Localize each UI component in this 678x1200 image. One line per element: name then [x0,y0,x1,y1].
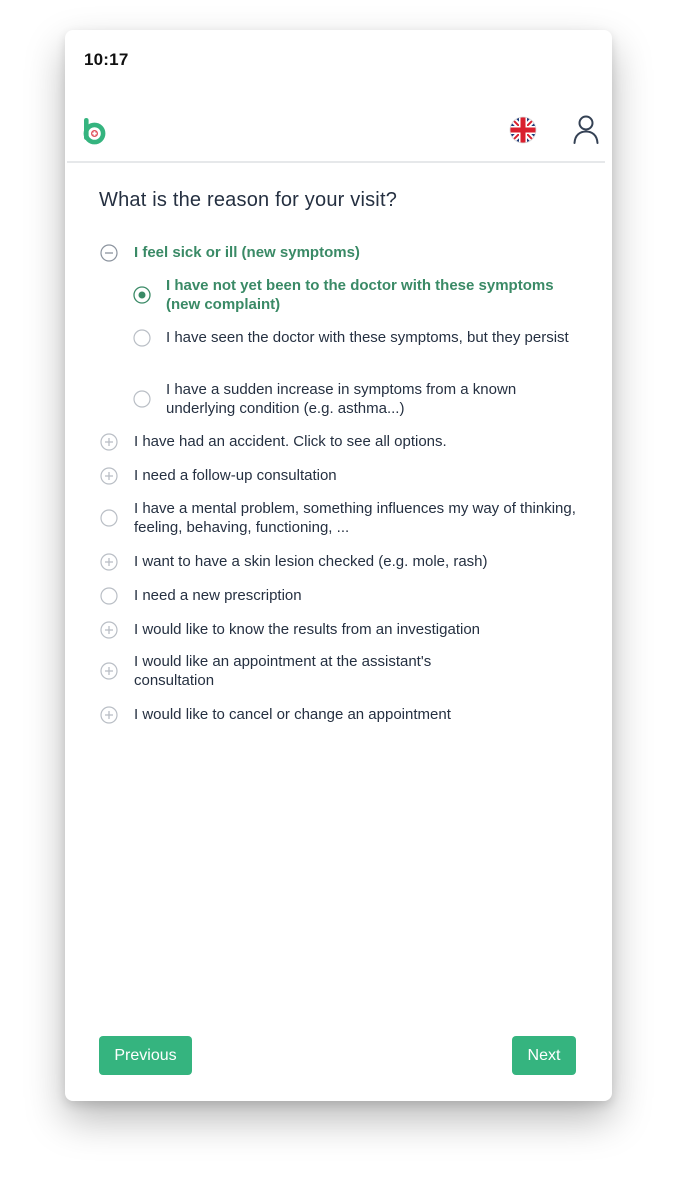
next-button[interactable]: Next [512,1036,576,1075]
suboption-persist[interactable] [133,328,583,347]
suboption-label: I have not yet been to the doctor with these symptoms (new complaint) [166,277,554,313]
option-label: I would like to cancel or change an appointment [134,706,451,723]
option-label: I have had an accident. Click to see all options. [134,433,447,450]
suboption-label: I have seen the doctor with these symptoms, but they persist [166,329,569,346]
suboption-sudden-increase[interactable] [133,380,583,418]
option-label: I want to have a skin lesion checked (e.g. mole, rash) [134,553,488,570]
previous-button[interactable]: Previous [99,1036,192,1075]
option-assistant[interactable] [100,652,580,690]
option-mental[interactable] [100,499,580,537]
header-divider [67,161,605,163]
expand-plus-icon[interactable] [100,467,118,485]
option-label: I would like an appointment at the assistant's consultation [134,653,432,689]
option-label: I have a mental problem, something influences my way of thinking, feeling, behaving, functioning, ... [134,500,576,536]
user-icon[interactable] [571,113,601,145]
option-results[interactable] [100,620,580,639]
expand-plus-icon[interactable] [100,706,118,724]
option-cancel[interactable] [100,705,580,724]
option-label: I need a follow-up consultation [134,467,337,484]
suboption-label: I have a sudden increase in symptoms from a known underlying condition (e.g. asthma...) [166,381,517,417]
status-bar-time: 10:17 [84,50,129,69]
collapse-minus-icon[interactable] [100,244,118,262]
phone-screen [65,30,612,1101]
expand-plus-icon[interactable] [100,553,118,571]
suboption-new-complaint[interactable] [133,276,583,314]
page-title: What is the reason for your visit? [99,189,398,211]
radio-empty-icon[interactable] [133,390,151,408]
option-accident[interactable] [100,432,580,451]
option-label: I need a new prescription [134,587,302,604]
option-label: I would like to know the results from an investigation [134,621,481,638]
option-label: I feel sick or ill (new symptoms) [134,244,360,261]
option-skin-lesion[interactable] [100,552,580,571]
expand-plus-icon[interactable] [100,433,118,451]
radio-selected-icon[interactable] [133,286,151,304]
expand-plus-icon[interactable] [100,621,118,639]
radio-empty-icon[interactable] [100,509,118,527]
radio-empty-icon[interactable] [100,587,118,605]
b-logo-icon[interactable] [82,116,108,146]
option-followup[interactable] [100,466,580,485]
expand-plus-icon[interactable] [100,662,118,680]
app-header [65,108,612,162]
radio-empty-icon[interactable] [133,329,151,347]
option-sick-expanded[interactable] [100,243,570,262]
option-prescription[interactable] [100,586,580,605]
uk-flag-icon[interactable] [509,116,537,144]
